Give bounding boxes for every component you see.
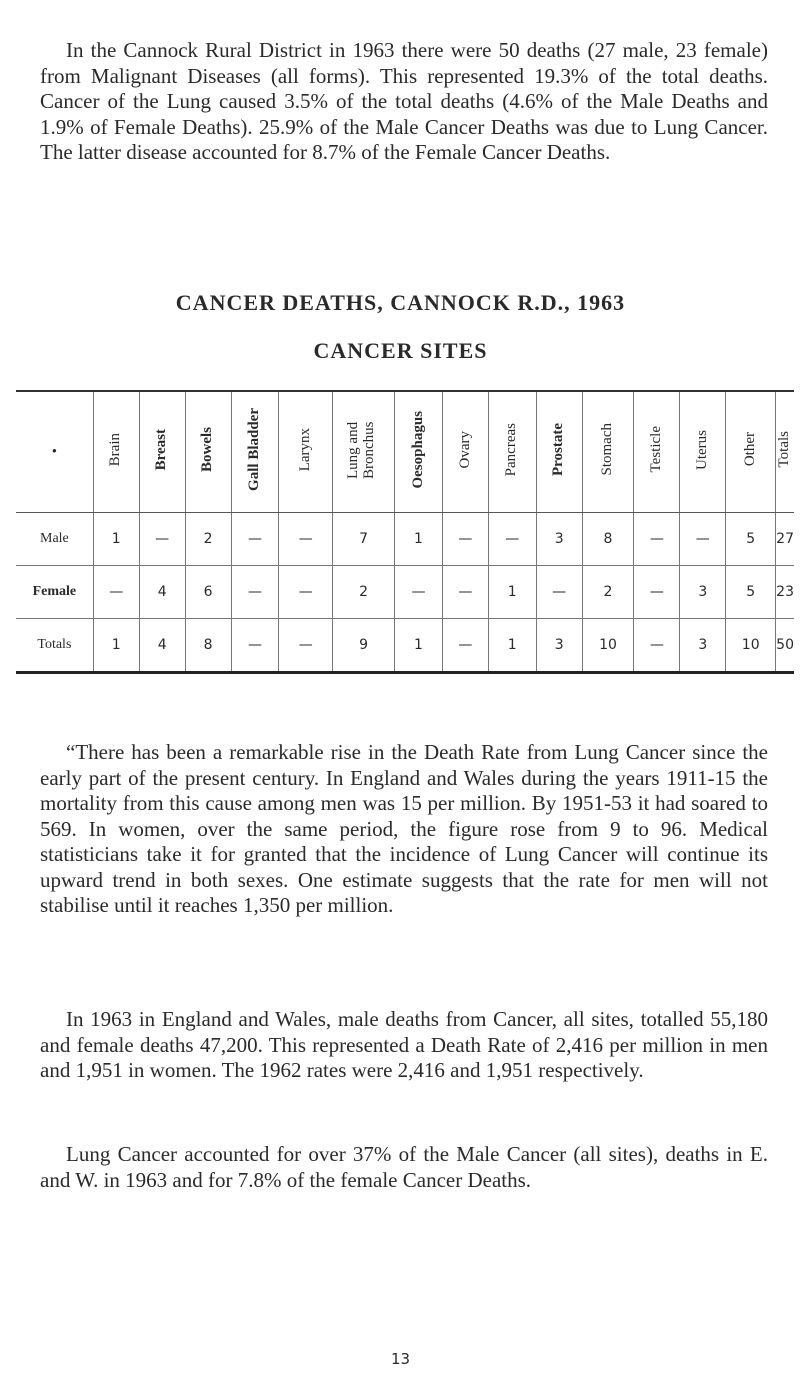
- intro-paragraph: In the Cannock Rural District in 1963 there were 50 deaths (27 male, 23 female) from Malignant Diseases (all forms). This represented 19.3% of the total deaths. Cancer of the Lung caused 3.5% of the total deaths (4.6% of the Male Deaths and 1.9% of Female Deaths). 25.9% of the Male Cancer Deaths was due to Lung Cancer. The latter disease accounted for 8.7% of the Female Cancer Deaths.: [40, 38, 768, 164]
- column-header: [582, 391, 634, 513]
- table-cell: 1: [395, 513, 443, 566]
- column-header: [395, 391, 443, 513]
- table-cell: —: [442, 619, 488, 673]
- quote-paragraph: “There has been a remarkable rise in the Death Rate from Lung Cancer since the early part of the present century. In England and Wales during the years 1911-15 the mortality from this cause among men was 15 per million. By 1951-53 it had soared to 569. In women, over the same period, the figure rose from 9 to 96. Medical statisticians take it for granted that the incidence of Lung Cancer will continue its upward trend in both sexes. One estimate suggests that the rate for men will not stabilise until it reaches 1,350 per million.: [40, 740, 768, 917]
- table-cell: —: [395, 566, 443, 619]
- table-row-female: [16, 566, 794, 619]
- table-cell: 3: [536, 513, 582, 566]
- column-header-label: Totals: [776, 431, 793, 468]
- column-header-label: Oesophagus: [409, 410, 426, 489]
- table-title: CANCER DEATHS, CANNOCK R.D., 1963: [175, 290, 626, 315]
- column-header-label: Uterus: [693, 429, 710, 470]
- table-cell: 7: [333, 513, 395, 566]
- table-cell: 3: [536, 619, 582, 673]
- table-cell: 5: [726, 513, 776, 566]
- table-cell: 3: [680, 566, 726, 619]
- table-cell: 9: [333, 619, 395, 673]
- table-cell: —: [231, 619, 279, 673]
- column-header: [442, 391, 488, 513]
- table-cell: 8: [185, 619, 231, 673]
- column-header-label: Prostate: [550, 422, 567, 477]
- table-cell: 1: [93, 513, 139, 566]
- table-cell: 4: [139, 619, 185, 673]
- table-cell: —: [279, 566, 333, 619]
- row-label: Male: [16, 513, 93, 566]
- column-header-label: Brain: [107, 432, 124, 467]
- page-number: 13: [390, 1350, 411, 1368]
- table-cell: —: [634, 619, 680, 673]
- table-cell: 5: [726, 566, 776, 619]
- column-header-label: Larynx: [296, 427, 313, 472]
- table-cell: —: [231, 513, 279, 566]
- column-header-label: Stomach: [599, 423, 616, 476]
- table-cell: —: [634, 566, 680, 619]
- column-header-label: Pancreas: [503, 422, 520, 477]
- column-header: [139, 391, 185, 513]
- column-header: [93, 391, 139, 513]
- table-cell: —: [442, 566, 488, 619]
- england-wales-paragraph: In 1963 in England and Wales, male deaths from Cancer, all sites, totalled 55,180 and female deaths 47,200. This represented a Death Rate of 2,416 per million in men and 1,951 in women. The 1962 rates were 2,416 and 1,951 respectively.: [40, 1007, 768, 1082]
- table-cell: 10: [726, 619, 776, 673]
- column-header: [185, 391, 231, 513]
- column-header: [680, 391, 726, 513]
- table-cell: 1: [93, 619, 139, 673]
- column-header-label: Other: [741, 432, 758, 467]
- lung-cancer-paragraph: Lung Cancer accounted for over 37% of the Male Cancer (all sites), deaths in E. and W. in 1963 and for 7.8% of the female Cancer Deaths.: [40, 1142, 768, 1192]
- column-header: [333, 391, 395, 513]
- table-cell: —: [680, 513, 726, 566]
- cancer-sites-table: [16, 390, 794, 674]
- column-header: [726, 391, 776, 513]
- table-cell: 4: [139, 566, 185, 619]
- table-row-male: [16, 513, 794, 566]
- table-cell: 1: [488, 566, 536, 619]
- column-header-label: Ovary: [456, 430, 473, 469]
- column-header: [231, 391, 279, 513]
- table-cell: 23: [776, 566, 794, 619]
- table-cell: —: [231, 566, 279, 619]
- table-cell: —: [536, 566, 582, 619]
- table-cell: —: [93, 566, 139, 619]
- table-cell: 10: [582, 619, 634, 673]
- column-header: [488, 391, 536, 513]
- table-cell: —: [279, 619, 333, 673]
- table-cell: —: [488, 513, 536, 566]
- table-subtitle: CANCER SITES: [313, 338, 488, 363]
- table-cell: —: [279, 513, 333, 566]
- column-header-label: Bowels: [199, 427, 216, 472]
- table-cell: 2: [582, 566, 634, 619]
- table-cell: 27: [776, 513, 794, 566]
- column-header-label: Lung and Bronchus: [344, 420, 377, 479]
- table-cell: 6: [185, 566, 231, 619]
- table-row-totals: [16, 619, 794, 673]
- column-header-label: Gall Bladder: [246, 408, 263, 491]
- column-header: [536, 391, 582, 513]
- row-label: Female: [16, 566, 93, 619]
- table-cell: 8: [582, 513, 634, 566]
- table-header-row: [16, 391, 794, 513]
- corner-cell: [16, 391, 93, 513]
- table-cell: —: [634, 513, 680, 566]
- table-cell: —: [442, 513, 488, 566]
- table-cell: 50: [776, 619, 794, 673]
- table-cell: 1: [488, 619, 536, 673]
- corner-dot: •: [51, 443, 58, 460]
- table-cell: 1: [395, 619, 443, 673]
- column-header: [776, 391, 794, 513]
- column-header: [634, 391, 680, 513]
- column-header-label: Testicle: [647, 426, 664, 473]
- table-cell: 2: [185, 513, 231, 566]
- table-cell: —: [139, 513, 185, 566]
- column-header-label: Breast: [153, 428, 170, 471]
- column-header: [279, 391, 333, 513]
- row-label: Totals: [37, 637, 72, 652]
- table-cell: 3: [680, 619, 726, 673]
- table-cell: 2: [333, 566, 395, 619]
